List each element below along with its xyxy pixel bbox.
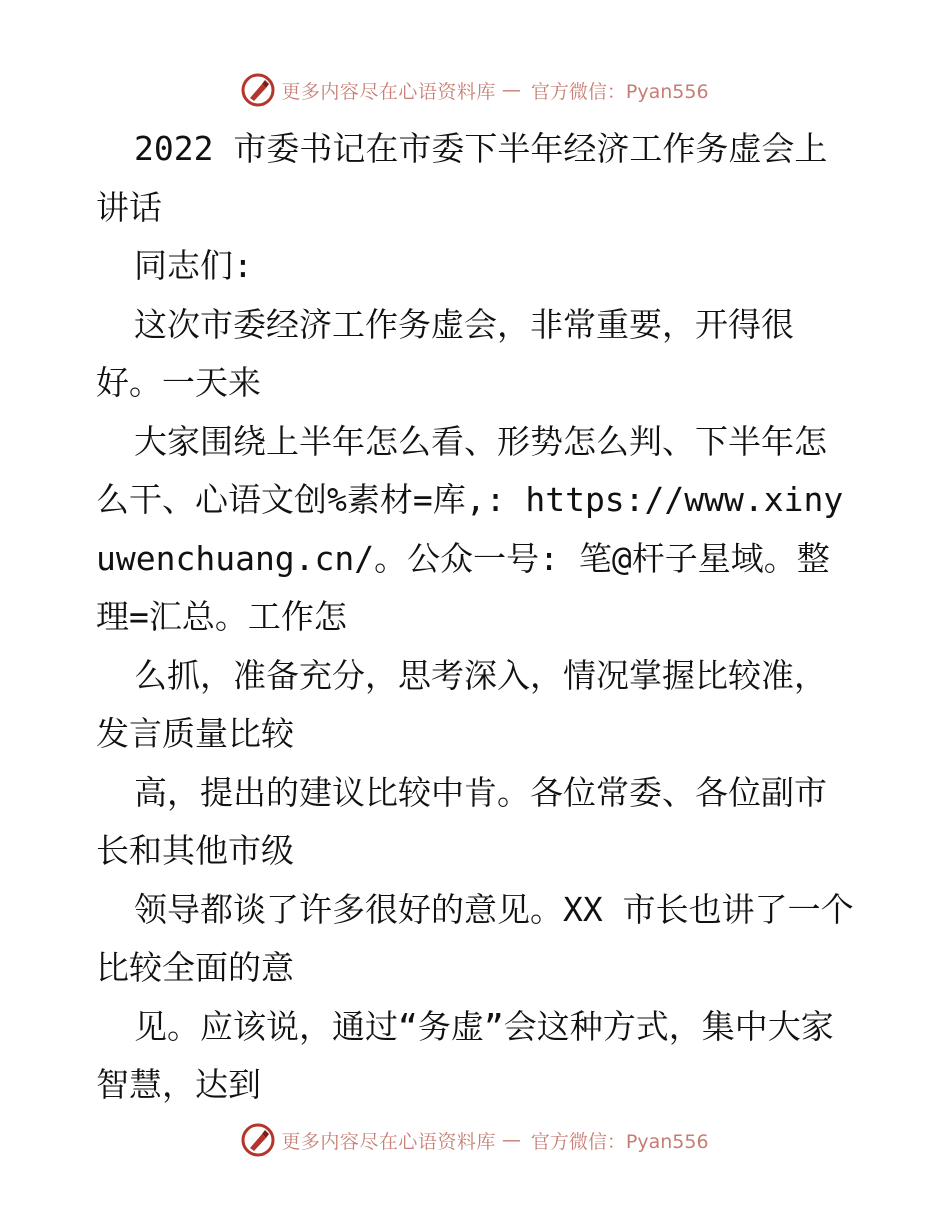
banner-wechat: 官方微信：Pyan556: [530, 1130, 709, 1153]
banner-wechat: 官方微信：Pyan556: [530, 80, 709, 103]
salutation: 同志们:: [134, 246, 253, 285]
banner-title: 更多内容尽在心语资料库: [281, 1130, 496, 1153]
paragraph-3: 么抓，准备充分，思考深入，情况掌握比较准，发言质量比较: [96, 655, 827, 753]
paragraph-6: 见。应该说，通过“务虚”会这种方式，集中大家智慧，达到: [96, 1006, 834, 1104]
banner-title: 更多内容尽在心语资料库: [281, 80, 496, 103]
document-body: [96, 120, 856, 1115]
paragraph-4: 高，提出的建议比较中肯。各位常委、各位副市长和其他市级: [96, 772, 827, 870]
paragraph-2: 大家围绕上半年怎么看、形势怎么判、下半年怎么干、心语文创%素材=库,: https://www.xinyuwenchuang.cn/。公众一号: 笔@杆子星域。整理=汇总。工作怎: [96, 421, 844, 636]
footer-banner: [0, 1120, 950, 1160]
banner-dash: —: [501, 79, 521, 101]
document-title: 2022 市委书记在市委下半年经济工作务虚会上讲话: [96, 129, 828, 227]
header-banner: [0, 70, 950, 110]
paragraph-5: 领导都谈了许多很好的意见。XX 市长也讲了一个比较全面的意: [96, 889, 854, 987]
paragraph-1: 这次市委经济工作务虚会，非常重要，开得很好。一天来: [96, 304, 794, 402]
banner-dash: —: [501, 1129, 521, 1151]
pen-logo-icon: [241, 73, 275, 107]
pen-logo-icon: [241, 1123, 275, 1157]
